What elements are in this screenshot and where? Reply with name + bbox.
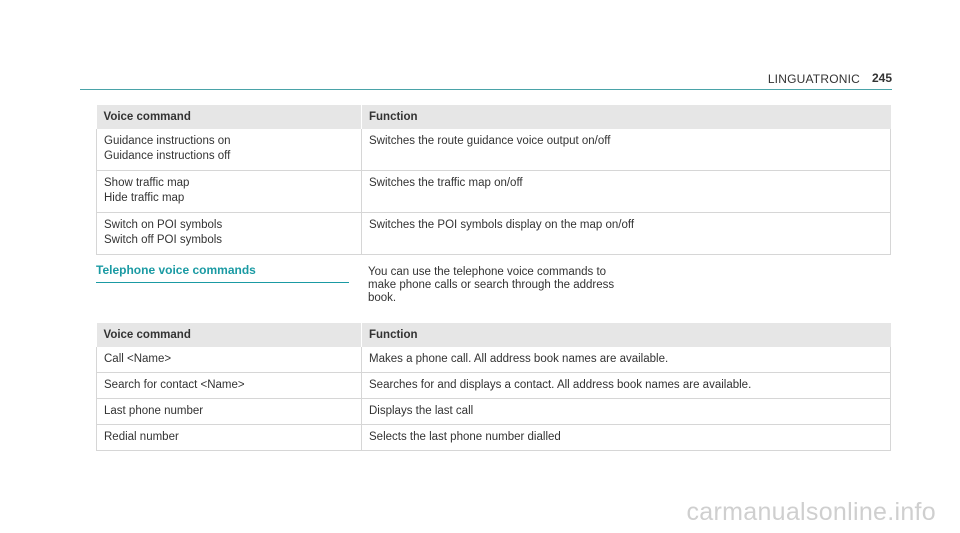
watermark-text: carmanualsonline.info	[686, 498, 936, 526]
page-number: 245	[871, 71, 892, 85]
column-header-function: Function	[362, 323, 891, 347]
function-cell: Makes a phone call. All address book names are available.	[362, 347, 891, 373]
table-row	[97, 347, 891, 373]
column-header-voice-command: Voice command	[97, 105, 362, 129]
voice-command-text: Guidance instructions on	[104, 135, 231, 147]
function-cell: Switches the POI symbols display on the map on/off	[362, 213, 891, 255]
voice-command-cell: Call <Name>	[97, 347, 362, 373]
function-cell: Selects the last phone number dialled	[362, 425, 891, 451]
table-row	[97, 129, 891, 171]
table-row	[97, 425, 891, 451]
voice-command-cell: Redial number	[97, 425, 362, 451]
function-cell: Displays the last call	[362, 399, 891, 425]
table-row	[97, 399, 891, 425]
table-row	[97, 171, 891, 213]
function-cell: Switches the route guidance voice output on/off	[362, 129, 891, 171]
table-header-row	[97, 105, 891, 129]
voice-command-cell	[97, 213, 362, 255]
voice-command-cell	[97, 171, 362, 213]
voice-command-text: Switch off POI symbols	[104, 234, 223, 246]
header-rule	[80, 89, 892, 90]
function-cell: Searches for and displays a contact. All address book names are available.	[362, 373, 891, 399]
voice-command-text: Switch on POI symbols	[104, 219, 223, 231]
page-header-title: LINGUATRONIC	[767, 72, 860, 86]
voice-command-text: Guidance instructions off	[104, 150, 231, 162]
voice-command-text: Hide traffic map	[104, 192, 185, 204]
table-row	[97, 213, 891, 255]
voice-command-text: Show traffic map	[104, 177, 190, 189]
navigation-voice-command-table	[96, 105, 891, 255]
table-header-row	[97, 323, 891, 347]
table-row	[97, 373, 891, 399]
telephone-voice-command-table	[96, 323, 891, 451]
voice-command-cell	[97, 129, 362, 171]
section-intro-text: You can use the telephone voice commands to make phone calls or search through the address book.	[368, 266, 615, 304]
column-header-function: Function	[362, 105, 891, 129]
section-heading-telephone-voice-commands: Telephone voice commands	[96, 263, 349, 283]
function-cell: Switches the traffic map on/off	[362, 171, 891, 213]
column-header-voice-command: Voice command	[97, 323, 362, 347]
voice-command-cell: Search for contact <Name>	[97, 373, 362, 399]
voice-command-cell: Last phone number	[97, 399, 362, 425]
